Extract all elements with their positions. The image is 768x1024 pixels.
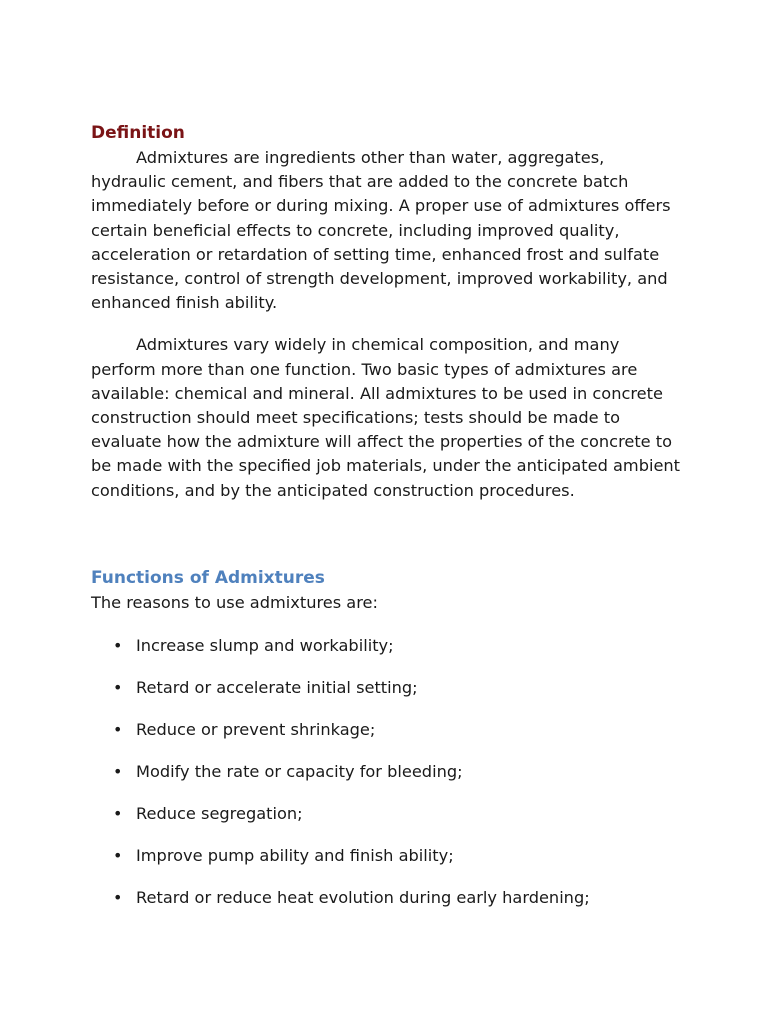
list-item-text: Retard or accelerate initial setting;: [136, 677, 418, 697]
definition-paragraph-2: Admixtures vary widely in chemical composition, and many perform more than one function. Two basic types of admixtures are available: chemical and mineral. All admixtures to be used in concrete construction should meet specifications; tests should be made to evaluate how the admixture will affect the properties of the concrete to be made with the specified job materials, under the anticipated ambient conditions, and by the anticipated construction procedures.: [91, 335, 681, 500]
list-item-text: Reduce segregation;: [136, 803, 303, 823]
list-item-text: Reduce or prevent shrinkage;: [136, 719, 376, 739]
definition-heading: Definition: [91, 123, 185, 143]
list-item-text: Improve pump ability and finish ability;: [136, 845, 454, 865]
list-item: [91, 718, 681, 742]
list-item-text: Retard or reduce heat evolution during early hardening;: [136, 887, 590, 907]
definition-paragraph-1: Admixtures are ingredients other than water, aggregates, hydraulic cement, and fibers that are added to the concrete batch immediately before or during mixing. A proper use of admixtures offers certain beneficial effects to concrete, including improved quality, acceleration or retardation of setting time, enhanced frost and sulfate resistance, control of strength development, improved workability, and enhanced finish ability.: [91, 148, 671, 313]
functions-list: [91, 634, 681, 910]
list-item: [91, 886, 681, 910]
bullet-icon: •: [113, 761, 123, 781]
bullet-icon: •: [113, 635, 123, 655]
list-item-text: Increase slump and workability;: [136, 635, 394, 655]
list-item: [91, 844, 681, 868]
bullet-icon: •: [113, 845, 123, 865]
list-item: [91, 760, 681, 784]
list-item-text: Modify the rate or capacity for bleeding;: [136, 761, 463, 781]
bullet-icon: •: [113, 677, 123, 697]
list-item: [91, 676, 681, 700]
functions-intro: The reasons to use admixtures are:: [91, 592, 378, 612]
functions-heading: Functions of Admixtures: [91, 567, 325, 588]
bullet-icon: •: [113, 803, 123, 823]
bullet-icon: •: [113, 719, 123, 739]
document-page: [91, 120, 681, 928]
list-item: [91, 634, 681, 658]
list-item: [91, 802, 681, 826]
bullet-icon: •: [113, 887, 123, 907]
